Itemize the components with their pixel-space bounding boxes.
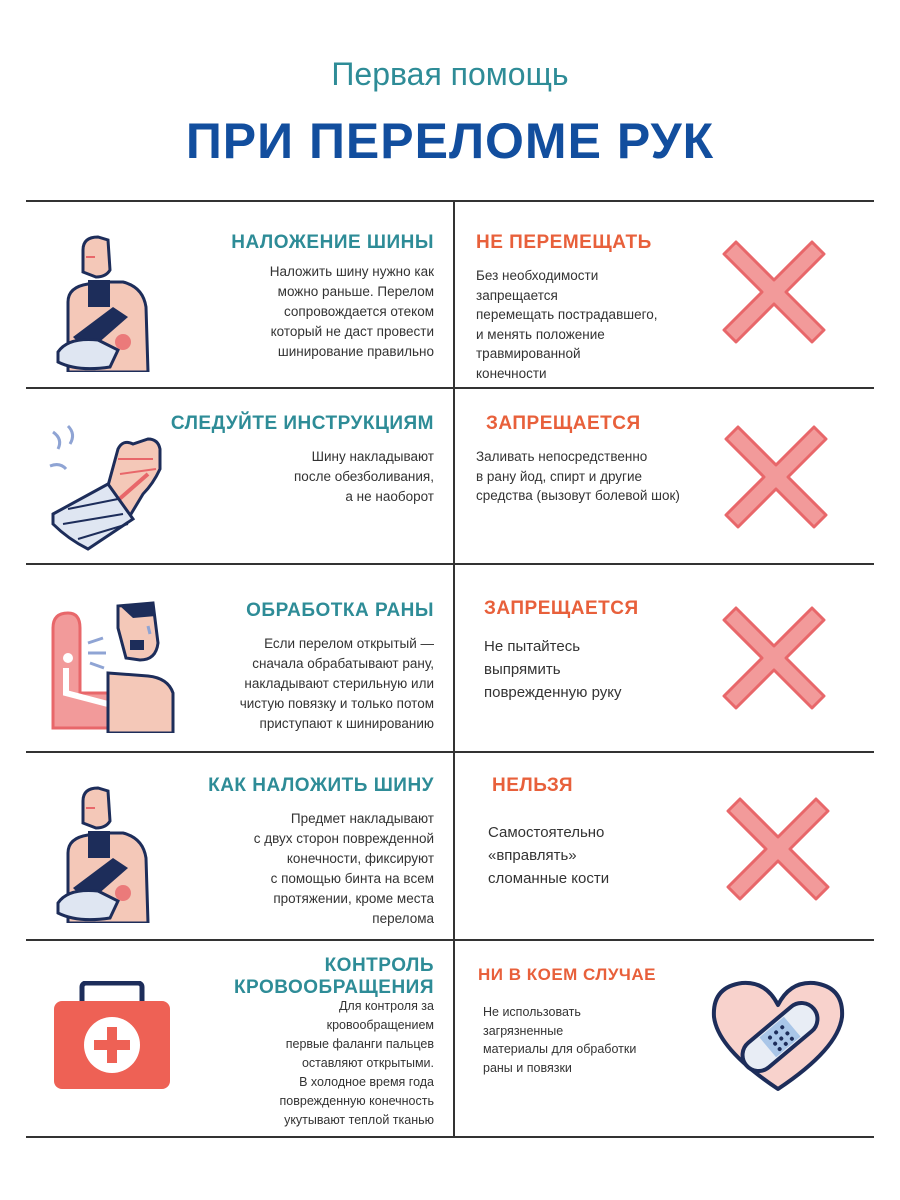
left-text: Для контроля за кровообращением первые фаланги пальцев оставляют открытыми. В холодное время года поврежденную конечность укутывают теплой тканью [279,999,434,1127]
cross-icon [718,789,838,909]
right-text: Не использовать загрязненные материалы для обработки раны и повязки [483,1005,637,1075]
left-heading: СЛЕДУЙТЕ ИНСТРУКЦИЯМ [170,413,434,434]
first-aid-kit-icon [52,981,172,1091]
divider [26,1136,874,1138]
heart-bandage-icon [708,977,848,1097]
person-arm-sling-icon [48,783,158,923]
left-heading: КАК НАЛОЖИТЬ ШИНУ [208,775,434,796]
right-text: Самостоятельно «вправлять» сломанные кости [488,824,610,887]
info-row [26,565,874,751]
left-heading: КОНТРОЛЬ КРОВООБРАЩЕНИЯ [233,955,434,998]
person-arm-pain-icon [48,598,178,733]
left-text: Наложить шину нужно как можно раньше. Перелом сопровождается отеком который не даст провести шинирование правильно [269,264,434,359]
left-text: Шину накладывают после обезболивания, а не наоборот [294,449,434,504]
info-row [26,941,874,1136]
cross-icon [716,417,836,537]
left-heading: НАЛОЖЕНИЕ ШИНЫ [231,232,434,253]
cross-icon [714,232,834,352]
page-subtitle: Первая помощь [331,56,569,92]
right-text: Без необходимости запрещается перемещать пострадавшего, и менять положение травмированной конечности [476,268,658,381]
info-row [26,202,874,387]
bandaged-hand-icon [48,424,173,554]
person-arm-sling-icon [48,232,158,372]
right-heading: НИ В КОЕМ СЛУЧАЕ [478,965,656,984]
cross-icon [714,598,834,718]
right-heading: НЕЛЬЗЯ [492,775,573,796]
left-text: Если перелом открытый — сначала обрабатывают рану, накладывают стерильную или чистую повязку и только потом приступают к шинированию [239,636,434,731]
right-text: Заливать непосредственно в рану йод, спирт и другие средства (вызовут болевой шок) [476,449,680,503]
page-title: ПРИ ПЕРЕЛОМЕ РУК [185,113,715,169]
info-row [26,389,874,563]
left-text: Предмет накладывают с двух сторон поврежденной конечности, фиксируют с помощью бинта на всем протяжении, кроме места перелома [253,811,434,926]
info-row [26,753,874,939]
left-heading: ОБРАБОТКА РАНЫ [246,600,434,621]
right-text: Не пытайтесь выпрямить поврежденную руку [484,638,622,701]
right-heading: ЗАПРЕЩАЕТСЯ [486,413,641,434]
right-heading: ЗАПРЕЩАЕТСЯ [484,598,639,619]
right-heading: НЕ ПЕРЕМЕЩАТЬ [476,232,652,253]
